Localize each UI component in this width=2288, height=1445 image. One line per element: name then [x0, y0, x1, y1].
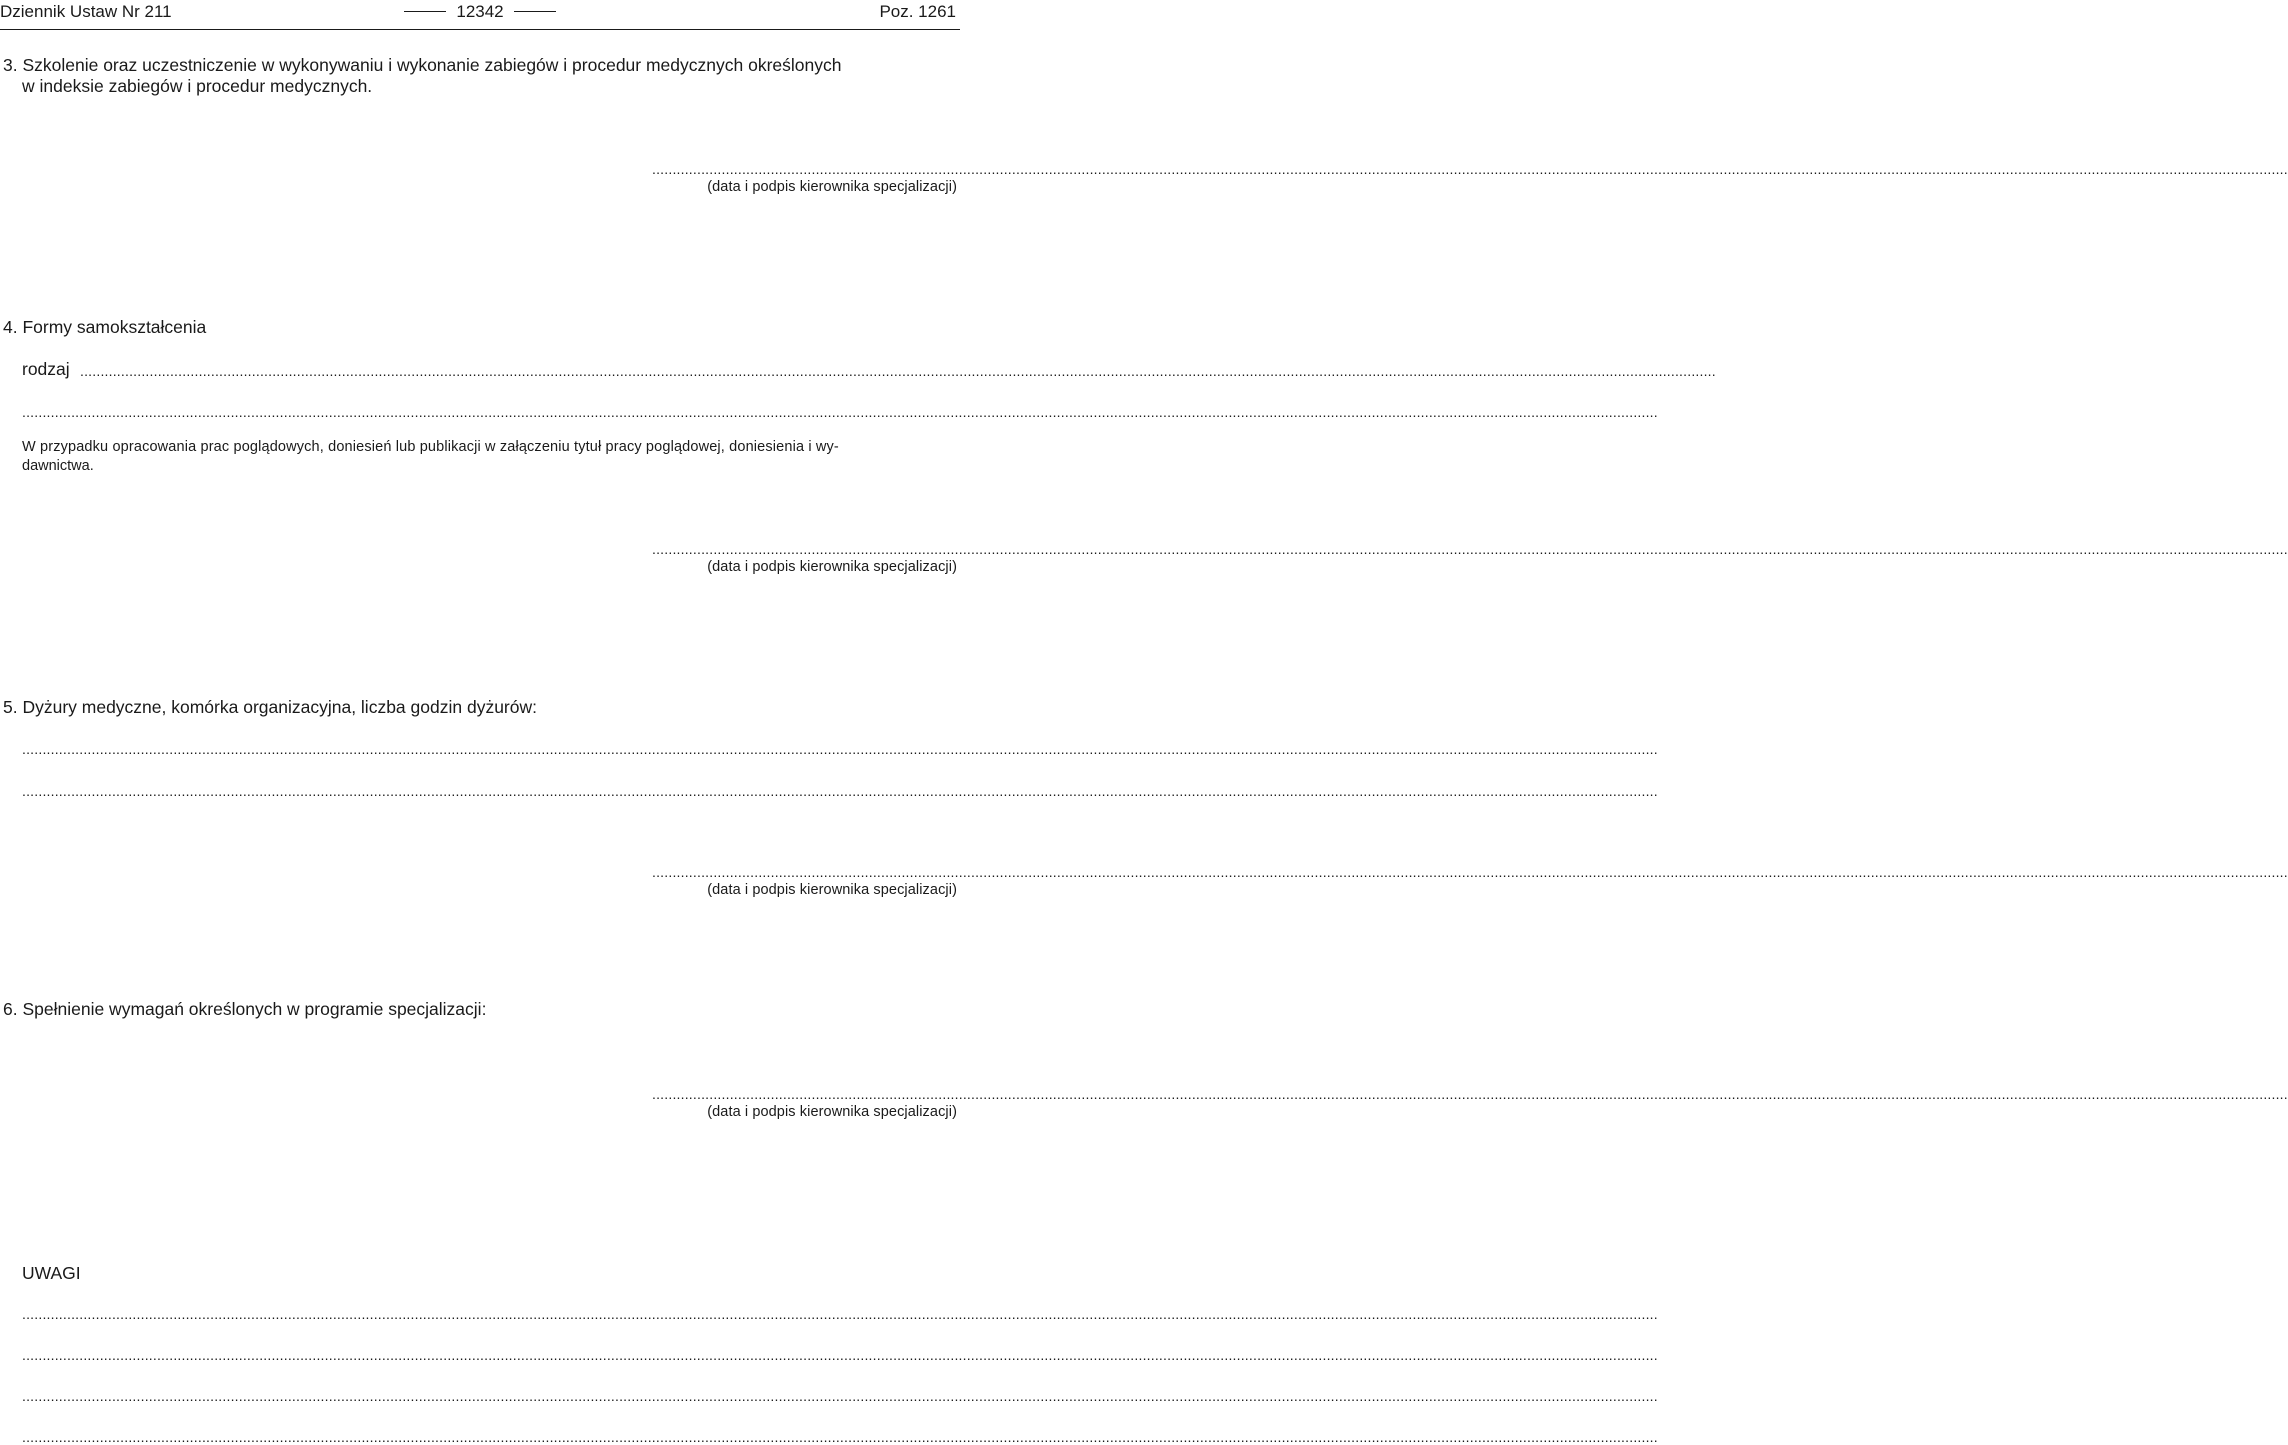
type-field-continued[interactable]: ................................................................................................................................................................................................................................................................................................................................................................................................................	[22, 404, 1658, 420]
remarks-title: UWAGI	[22, 1263, 81, 1283]
remarks-line4[interactable]: ................................................................................................................................................................................................................................................................................................................................................................................................................	[22, 1429, 1658, 1445]
signature-line[interactable]: ................................................................................................................................................................................................................................................................................................................................................................................................................	[652, 161, 2288, 177]
remarks-line3[interactable]: ................................................................................................................................................................................................................................................................................................................................................................................................................	[22, 1388, 1658, 1404]
type-field[interactable]: ................................................................................................................................................................................................................................................................................................................................................................................................................	[80, 363, 1716, 379]
journal-title: Dziennik Ustaw Nr 211	[0, 2, 172, 21]
signature-line[interactable]: ................................................................................................................................................................................................................................................................................................................................................................................................................	[652, 541, 2288, 557]
page-number-block	[0, 2, 960, 22]
section3-line1: 3. Szkolenie oraz uczestniczenie w wykonywaniu i wykonanie zabiegów i procedur medycznych określonych	[3, 55, 842, 75]
section4-title: 4. Formy samokształcenia	[3, 317, 207, 337]
signature-block-5	[652, 864, 2288, 899]
section5-title: 5. Dyżury medyczne, komórka organizacyjna, liczba godzin dyżurów:	[3, 697, 537, 717]
signature-block-6	[652, 1086, 2288, 1121]
signature-line[interactable]: ................................................................................................................................................................................................................................................................................................................................................................................................................	[652, 1086, 2288, 1102]
signature-caption: (data i podpis kierownika specjalizacji)	[707, 179, 957, 195]
remarks-line2[interactable]: ................................................................................................................................................................................................................................................................................................................................................................................................................	[22, 1347, 1658, 1363]
dash-left	[404, 11, 446, 12]
signature-caption: (data i podpis kierownika specjalizacji)	[707, 1104, 957, 1120]
section6-title: 6. Spełnienie wymagań określonych w programie specjalizacji:	[3, 999, 487, 1019]
section4-note-line2: dawnictwa.	[22, 458, 94, 474]
page-number: 12342	[456, 2, 504, 21]
signature-caption: (data i podpis kierownika specjalizacji)	[707, 559, 957, 575]
signature-block-3	[652, 161, 2288, 196]
position-number: Poz. 1261	[879, 2, 956, 21]
signature-block-4	[652, 541, 2288, 576]
dash-right	[514, 11, 556, 12]
duty-field-line1[interactable]: ................................................................................................................................................................................................................................................................................................................................................................................................................	[22, 741, 1658, 757]
duty-field-line2[interactable]: ................................................................................................................................................................................................................................................................................................................................................................................................................	[22, 783, 1658, 799]
type-label: rodzaj	[22, 359, 70, 379]
header-rule	[0, 29, 960, 30]
section3-line2: w indeksie zabiegów i procedur medycznych.	[22, 76, 373, 96]
section4-note-line1: W przypadku opracowania prac poglądowych, doniesień lub publikacji w załączeniu tytuł pracy poglądowej, doniesienia i wy-	[22, 439, 839, 455]
remarks-line1[interactable]: ................................................................................................................................................................................................................................................................................................................................................................................................................	[22, 1306, 1658, 1322]
signature-caption: (data i podpis kierownika specjalizacji)	[707, 882, 957, 898]
signature-line[interactable]: ................................................................................................................................................................................................................................................................................................................................................................................................................	[652, 864, 2288, 880]
